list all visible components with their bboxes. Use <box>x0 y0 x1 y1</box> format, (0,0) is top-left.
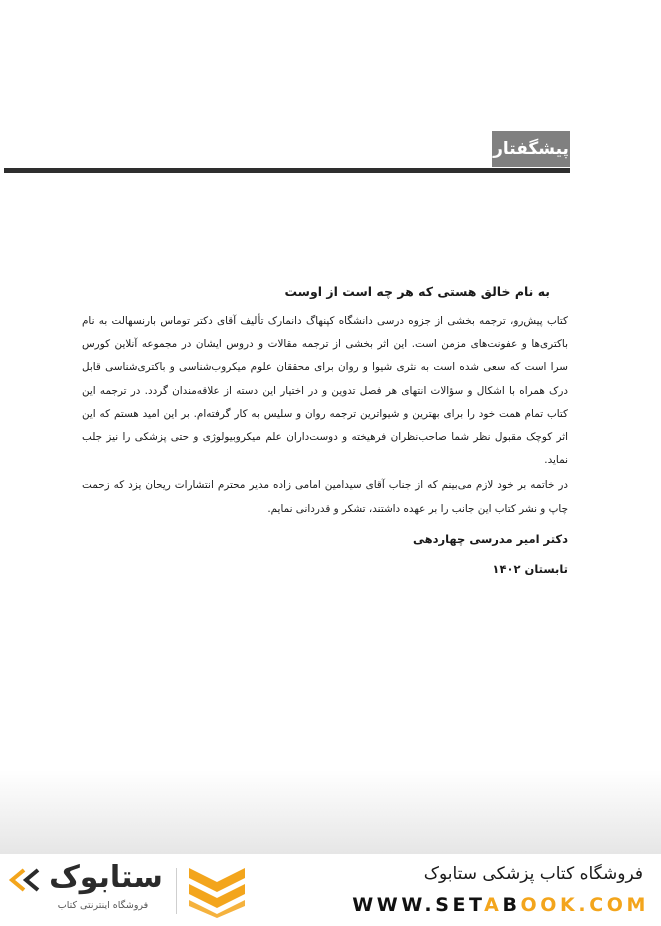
store-name: فروشگاه کتاب پزشکی ستابوک <box>423 864 643 884</box>
url-part-2: A <box>484 894 503 916</box>
logo-divider <box>176 868 177 914</box>
url-part-3: B <box>502 894 521 916</box>
store-url-link[interactable] <box>352 894 649 916</box>
logo-wordmark: ستابوک <box>49 860 163 895</box>
preface-paragraph-1: کتاب پیش‌رو، ترجمه بخشی از جزوه درسی دانشگاه کپنهاگ دانمارک تألیف آقای دکتر توماس بارنسهالت به نام باکتری‌ها و عفونت‌های مزمن است. این اثر بخشی از ترجمه مقالات و دروس ایشان در مجموعه آنلاین کورس سرا است که سعی شده است به نثری شیوا و روان برای محققان علوم میکروب‌شناسی و باکتری‌شناسی قابل درک همراه با اشکال و سؤالات انتهای هر فصل تدوین و در اختیار این دسته از علاقه‌مندان گردد. در ترجمه این کتاب تمام همت خود را برای بهترین و شیواترین ترجمه روان و سلیس به کار گرفته‌ام. بر این امید هستم که این اثر کوچک مقبول نظر شما صاحب‌نظران فرهیخته و دوست‌داران علم میکروبیولوژی و حتی پزشکی را نیز جلب نماید. <box>82 315 568 467</box>
preface-body <box>82 282 568 579</box>
title-divider <box>4 168 570 173</box>
double-chevron-icon <box>8 868 42 892</box>
url-part-4: OOK.COM <box>520 894 649 916</box>
bottom-fade <box>0 770 661 854</box>
store-footer <box>0 854 661 926</box>
basmala-line: به نام خالق هستی که هر چه است از اوست <box>284 284 550 299</box>
author-signature: دکتر امیر مدرسی چهاردهی <box>412 531 568 546</box>
logo-subtitle: فروشگاه اینترنتی کتاب <box>57 900 149 911</box>
section-title: پیشگفتار <box>492 131 570 167</box>
url-part-1: WWW.SET <box>352 894 485 916</box>
book-logo-icon <box>185 864 249 918</box>
preface-date: تابستان ۱۴۰۲ <box>492 561 568 576</box>
preface-paragraph-2: در خاتمه بر خود لازم می‌بینم که از جناب آقای سید‌امین امامی زاده مدیر محترم انتشارات ریحان یزد که زحمت چاپ و نشر کتاب این جانب را بر عهده داشتند، تشکر و قدردانی نمایم. <box>82 479 568 515</box>
